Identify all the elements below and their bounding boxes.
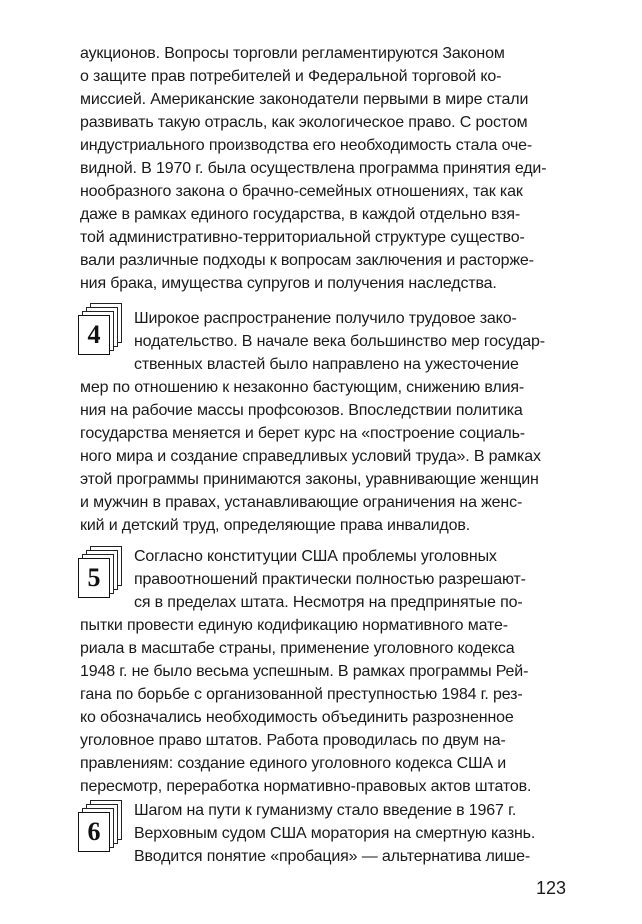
text-line: этой программы принимаются законы, уравнивающие женщин [80, 471, 539, 488]
text-line: нообразного закона о брачно-семейных отношениях, так как [80, 183, 523, 200]
text-line: Широкое распространение получило трудовое зако- [134, 310, 517, 327]
text-line: пересмотр, переработка нормативно-правовых актов штатов. [80, 778, 532, 795]
section-marker-5 [78, 546, 122, 598]
text-line: пытки провести единую кодификацию нормативного мате- [80, 617, 508, 634]
text-line: Шагом на пути к гуманизму стало введение в 1967 г. [134, 802, 517, 819]
text-line: уголовное право штатов. Работа проводилась по двум на- [80, 732, 506, 749]
section-number: 4 [78, 315, 110, 355]
text-line: мер по отношению к незаконно бастующим, снижению влия- [80, 379, 525, 396]
section-marker-4 [78, 303, 122, 355]
text-line: риала в масштабе страны, применение уголовного кодекса [80, 640, 515, 657]
text-line: ния на рабочие массы профсоюзов. Впоследствии политика [80, 402, 523, 419]
text-line: Вводится понятие «пробация» — альтернатива лише- [134, 848, 531, 865]
section-marker-6 [78, 800, 122, 852]
text-line: о защите прав потребителей и Федеральной торговой ко- [80, 68, 502, 85]
text-line: государства меняется и берет курс на «построение социаль- [80, 425, 525, 442]
text-line: Верховным судом США моратория на смертную казнь. [134, 825, 536, 842]
text-line: правлениям: создание единого уголовного кодекса США и [80, 755, 507, 772]
text-line: индустриального производства его необходимость стала оче- [80, 137, 533, 154]
text-line: даже в рамках единого государства, в каждой отдельно взя- [80, 206, 521, 223]
text-line: и мужчин в правах, устанавливающие ограничения на женс- [80, 494, 523, 511]
text-line: ственных властей было направлено на ужесточение [134, 356, 519, 373]
page-number: 123 [536, 878, 567, 898]
text-line: гана по борьбе с организованной преступностью 1984 г. рез- [80, 686, 523, 703]
text-line: миссией. Американские законодатели первыми в мире стали [80, 91, 529, 108]
text-line: видной. В 1970 г. была осуществлена программа принятия еди- [80, 160, 547, 177]
text-line: нодательство. В начале века большинство мер государ- [134, 333, 545, 350]
text-line: развивать такую отрасль, как экологическое право. С ростом [80, 114, 528, 131]
text-line: той административно-территориальной структуре существо- [80, 229, 525, 246]
text-line: ся в пределах штата. Несмотря на предпринятые по- [134, 594, 523, 611]
text-line: кий и детский труд, определяющие права инвалидов. [80, 517, 470, 534]
text-line: правоотношений практически полностью разрешают- [134, 571, 526, 588]
text-line: ко обозначались необходимость объединить разрозненное [80, 709, 514, 726]
text-line: аукционов. Вопросы торговли регламентируются Законом [80, 45, 505, 62]
text-line: Согласно конституции США проблемы уголовных [134, 548, 497, 565]
section-number: 5 [78, 558, 110, 598]
text-line: ния брака, имущества супругов и получения наследства. [80, 275, 497, 292]
text-line: 1948 г. не было весьма успешным. В рамках программы Рей- [80, 663, 529, 680]
text-line: ного мира и создание справедливых условий труда». В рамках [80, 448, 541, 465]
section-number: 6 [78, 812, 110, 852]
text-line: вали различные подходы к вопросам заключения и расторже- [80, 252, 534, 269]
